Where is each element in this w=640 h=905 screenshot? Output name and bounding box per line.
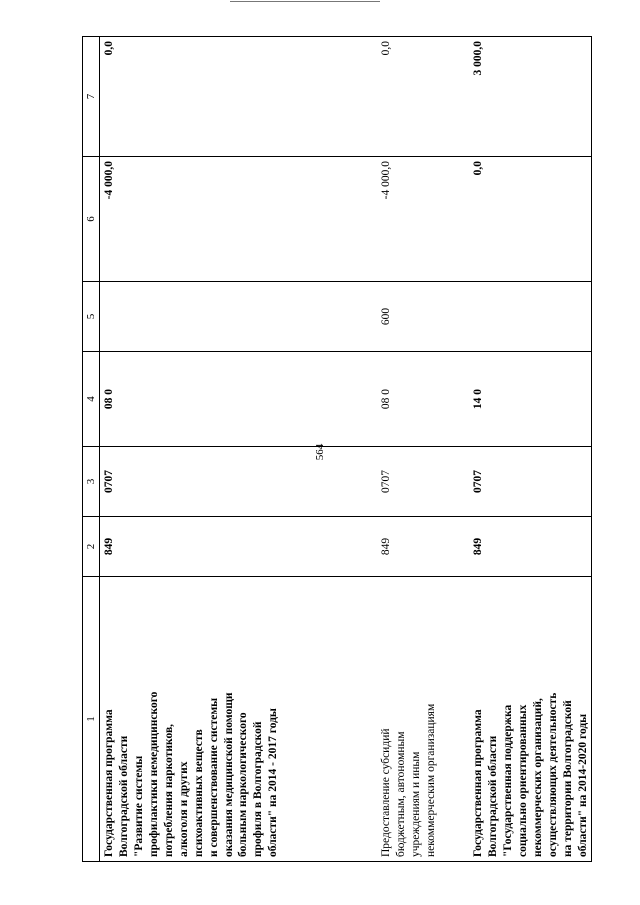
- name-line: "Развитие системы: [132, 755, 145, 857]
- header-col-3: 3: [83, 447, 100, 517]
- header-row: [83, 37, 100, 862]
- expense-type-cell: 600: [377, 282, 469, 352]
- header-col-5: 5: [83, 282, 100, 352]
- table-row: [469, 37, 591, 862]
- name-line: Государственная программа: [103, 709, 115, 857]
- name-line: "Государственная поддержка: [501, 704, 514, 857]
- name-line: некоммерческим организациям: [424, 703, 437, 857]
- name-line: потребления наркотиков,: [162, 723, 175, 857]
- table-row: [100, 37, 378, 862]
- name-line: Государственная программа: [472, 709, 484, 857]
- page-number: 564: [314, 443, 326, 461]
- amount-col7-cell: 0,0: [100, 37, 378, 157]
- name-line: области" на 2014 - 2017 годы: [267, 708, 280, 857]
- name-line: осуществляющих деятельность: [546, 692, 559, 857]
- name-line: социально ориентированных: [516, 704, 529, 857]
- name-line: Предоставление субсидий: [380, 728, 392, 857]
- top-rule: [230, 1, 380, 2]
- name-line: области" на 2014-2020 годы: [576, 713, 589, 857]
- budget-table-container: [82, 37, 589, 862]
- amount-col6-cell: -4 000,0: [100, 157, 378, 282]
- section-code-cell: 0707: [377, 447, 469, 517]
- amount-col7-cell: 3 000,0: [469, 37, 591, 157]
- section-code-cell: 0707: [469, 447, 591, 517]
- ministry-code-cell: 849: [377, 517, 469, 577]
- target-code-cell: 08 0: [100, 352, 378, 447]
- name-line: Волгоградской области: [486, 735, 499, 857]
- name-line: бюджетным, автономным: [394, 731, 407, 857]
- program-name-cell: [377, 577, 469, 862]
- table-row: [377, 37, 469, 862]
- target-code-cell: 14 0: [469, 352, 591, 447]
- ministry-code-cell: 849: [100, 517, 378, 577]
- header-col-2: 2: [83, 517, 100, 577]
- budget-table: [82, 36, 592, 862]
- amount-col6-cell: -4 000,0: [377, 157, 469, 282]
- name-line: профиля в Волгоградской: [252, 721, 265, 857]
- name-line: больным наркологического: [237, 712, 250, 857]
- name-line: и совершенствование системы: [207, 697, 220, 857]
- program-name-cell: [469, 577, 591, 862]
- name-line: алкоголя и других: [177, 761, 190, 857]
- amount-col7-cell: 0,0: [377, 37, 469, 157]
- ministry-code-cell: 849: [469, 517, 591, 577]
- name-line: Волгоградской области: [117, 735, 130, 857]
- program-name-cell: [100, 577, 378, 862]
- expense-type-cell: [100, 282, 378, 352]
- header-col-6: 6: [83, 157, 100, 282]
- name-line: оказания медицинской помощи: [222, 692, 235, 857]
- header-col-1: 1: [83, 577, 100, 862]
- section-code-cell: 0707: [100, 447, 378, 517]
- header-col-7: 7: [83, 37, 100, 157]
- header-col-4: 4: [83, 352, 100, 447]
- name-line: некоммерческих организаций,: [531, 698, 544, 857]
- expense-type-cell: [469, 282, 591, 352]
- name-line: профилактики немедицинского: [147, 691, 160, 857]
- amount-col6-cell: 0,0: [469, 157, 591, 282]
- name-line: психоактивных веществ: [192, 729, 205, 857]
- name-line: на территории Волгоградской: [561, 700, 574, 857]
- target-code-cell: 08 0: [377, 352, 469, 447]
- name-line: учреждениям и иным: [409, 751, 422, 857]
